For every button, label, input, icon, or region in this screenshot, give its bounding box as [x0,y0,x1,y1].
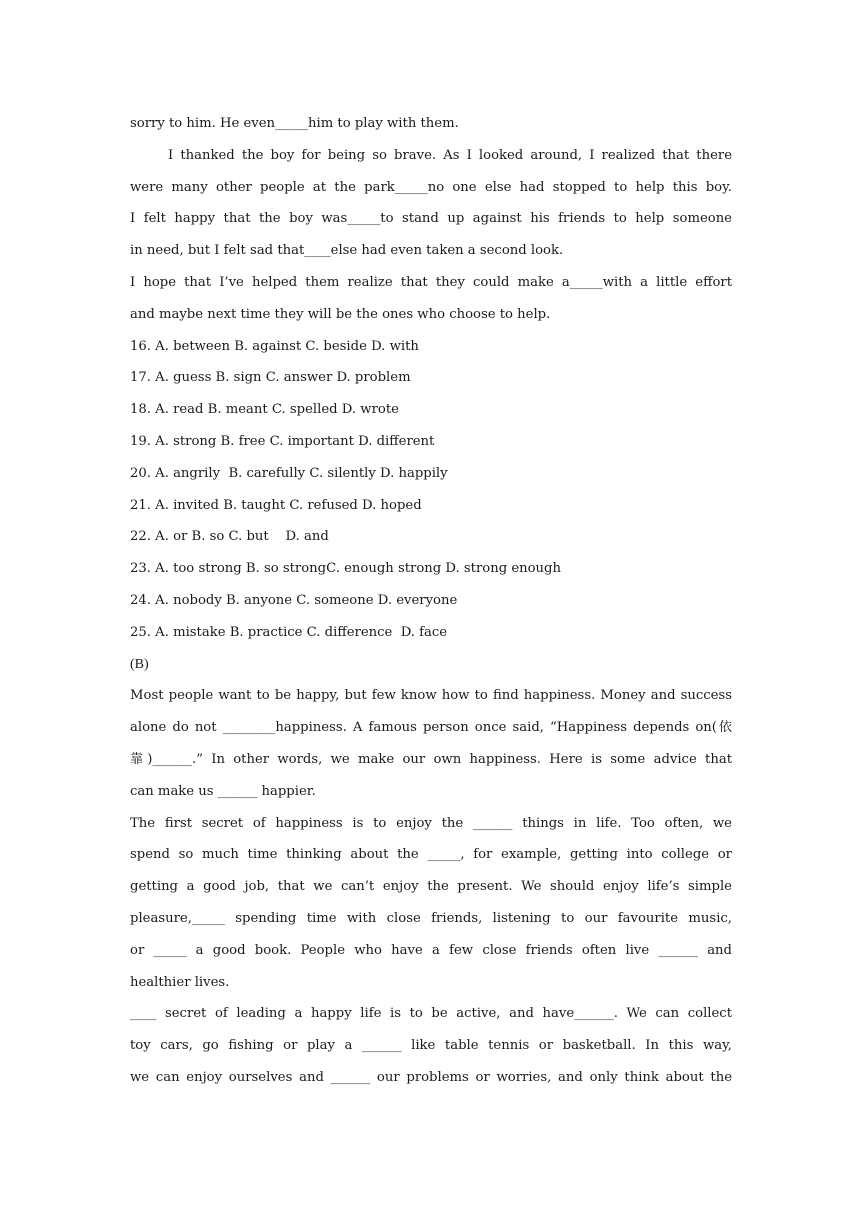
passage-b-line: The first secret of happiness is to enjoy the ______ things in life. Too often, we [130,815,732,831]
passage-a-line: and maybe next time they will be the ones who choose to help. [130,306,551,322]
passage-b-line: healthier lives. [130,974,230,990]
passage-b-line: toy cars, go fishing or play a ______ like table tennis or basketball. In this way, [130,1038,732,1054]
question-item: 24. A. nobody B. anyone C. someone D. everyone [130,592,458,608]
passage-b-line: can make us ______ happier. [130,783,316,799]
question-item: 25. A. mistake B. practice C. difference D. face [130,624,448,640]
passage-b-line: alone do not ________happiness. A famous person once said, “Happiness depends on(依 [130,720,732,736]
question-item: 17. A. guess B. sign C. answer D. problem [130,370,411,386]
question-item: 20. A. angrily B. carefully C. silently D. happily [130,465,448,481]
question-item: 19. A. strong B. free C. important D. different [130,433,435,449]
page-content [130,108,732,1094]
passage-a-line: sorry to him. He even_____him to play with them. [130,116,459,131]
passage-a-line: were many other people at the park_____no one else had stopped to help this boy. [130,179,732,195]
question-item: 18. A. read B. meant C. spelled D. wrote [130,402,399,418]
passage-b-line: getting a good job, that we can’t enjoy the present. We should enjoy life’s simple [130,879,732,895]
passage-a-line: in need, but I felt sad that____else had even taken a second look. [130,243,564,259]
section-b-label: (B) [130,656,149,672]
passage-a-line: I thanked the boy for being so brave. As I looked around, I realized that there [168,147,732,163]
passage-b-line: spend so much time thinking about the _____, for example, getting into college or [130,847,732,863]
question-item: 23. A. too strong B. so strongC. enough strong D. strong enough [130,561,561,577]
passage-b-line: or _____ a good book. People who have a few close friends often live ______ and [130,942,732,958]
passage-a-line: I felt happy that the boy was_____to stand up against his friends to help someone [130,211,732,227]
question-item: 22. A. or B. so C. but D. and [130,529,329,545]
passage-b-line: ____ secret of leading a happy life is to be active, and have______. We can collect [130,1006,732,1022]
passage-b-line: 靠)______.” In other words, we make our own happiness. Here is some advice that [130,751,732,767]
question-item: 16. A. between B. against C. beside D. with [130,338,419,354]
question-item: 21. A. invited B. taught C. refused D. hoped [130,497,422,513]
passage-b-line: Most people want to be happy, but few know how to find happiness. Money and success [130,688,732,704]
passage-a-line: I hope that I’ve helped them realize that they could make a_____with a little effort [130,274,732,290]
passage-b-line: pleasure,_____ spending time with close friends, listening to our favourite music, [130,910,732,926]
passage-b-line: we can enjoy ourselves and ______ our problems or worries, and only think about the [130,1069,732,1085]
